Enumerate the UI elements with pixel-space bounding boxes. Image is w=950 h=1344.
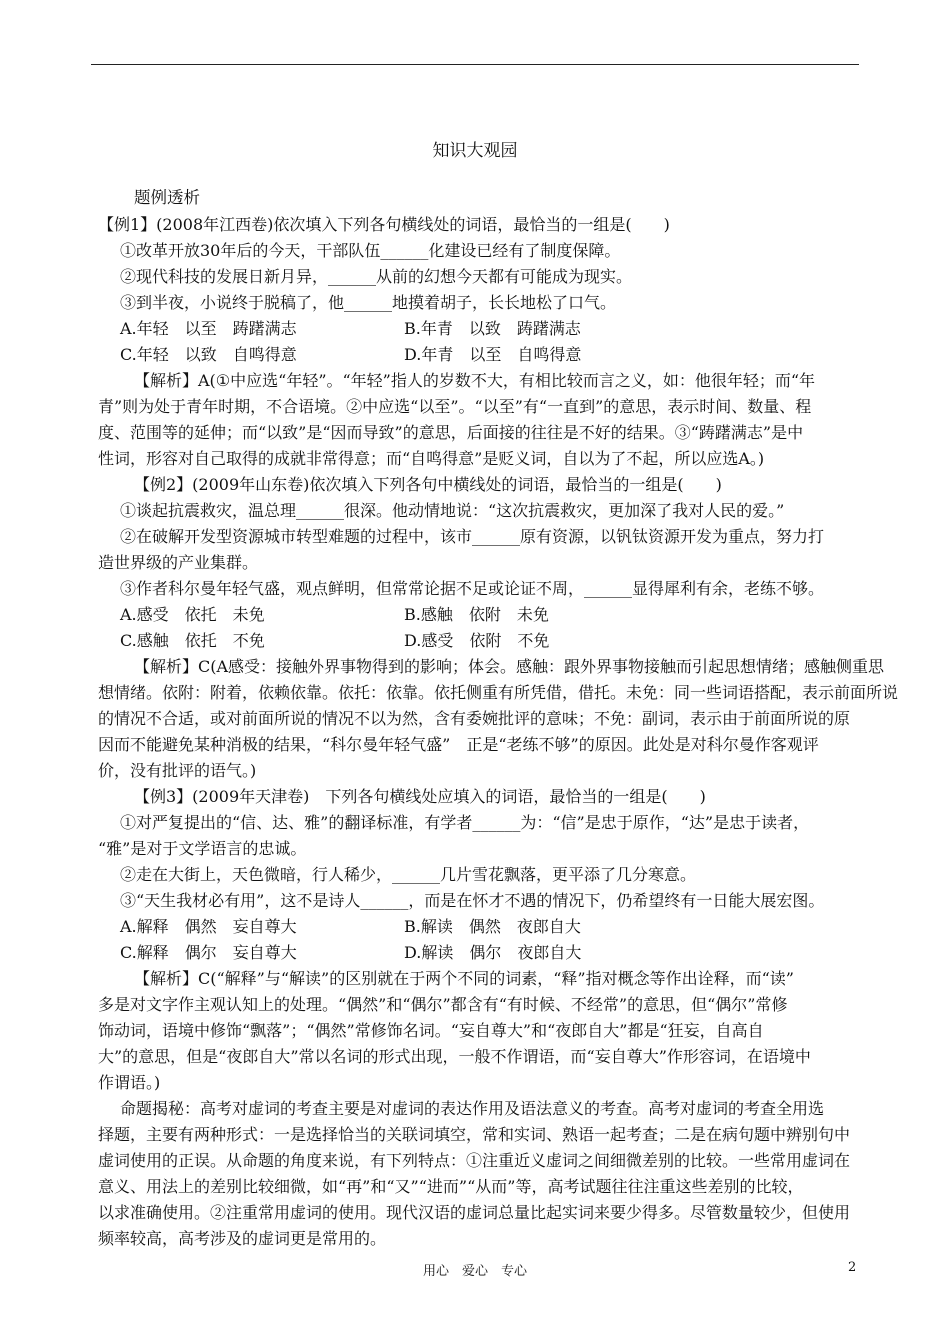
text-line: 意义、用法上的差别比较细微，如“再”和“又”“进而”“从而”等，高考试题往往注重这些差别的比较， xyxy=(98,1177,804,1196)
text-line: ①对严复提出的“信、达、雅”的翻译标准，有学者______为：“信”是忠于原作，“达”是忠于读者， xyxy=(120,813,810,832)
text-line: 频率较高，高考涉及的虚词更是常用的。 xyxy=(98,1229,387,1248)
option-left: C.年轻 以致 自鸣得意 xyxy=(120,345,297,364)
option-left: C.解释 偶尔 妄自尊大 xyxy=(120,943,297,962)
text-line: 青”则为处于青年时期，不合语境。②中应选“以至”。“以至”有“一直到”的意思，表示时间、数量、程 xyxy=(98,397,812,416)
option-left: A.年轻 以至 踌躇满志 xyxy=(120,319,297,338)
text-line: 价，没有批评的语气。) xyxy=(98,761,257,780)
option-right: D.年青 以至 自鸣得意 xyxy=(404,345,582,364)
text-line: 以求准确使用。②注重常用虚词的使用。现代汉语的虚词总量比起实词来要少得多。尽管数量较少，但使用 xyxy=(98,1203,851,1222)
answer-options xyxy=(120,316,865,342)
option-left: C.感触 依托 不免 xyxy=(120,631,265,650)
paragraph-lines xyxy=(98,212,899,1252)
option-left: A.解释 偶然 妄自尊大 xyxy=(120,917,297,936)
text-line: 【解析】C(A感受：接触外界事物得到的影响；体会。感触：跟外界事物接触而引起思想情绪；感触侧重思 xyxy=(134,657,885,676)
text-line: 因而不能避免某种消极的结果，“科尔曼年轻气盛” 正是“老练不够”的原因。此处是对科尔曼作客观评 xyxy=(98,735,819,754)
text-line: ③到半夜，小说终于脱稿了，他______地摸着胡子，长长地松了口气。 xyxy=(120,293,617,312)
document-body xyxy=(98,184,899,1252)
text-line: 命题揭秘：高考对虚词的考查主要是对虚词的表达作用及语法意义的考查。高考对虚词的考查全用选 xyxy=(120,1099,825,1118)
option-right: D.感受 依附 不免 xyxy=(404,631,550,650)
text-line: 择题，主要有两种形式：一是选择恰当的关联词填空，常和实词、熟语一起考查；二是在病句题中辨别句中 xyxy=(98,1125,851,1144)
text-line: 多是对文字作主观认知上的处理。“偶然”和“偶尔”都含有“有时候、不经常”的意思，但“偶尔”常修 xyxy=(98,995,788,1014)
page-number: 2 xyxy=(848,1260,857,1275)
answer-options xyxy=(120,914,865,940)
text-line: ②现代科技的发展日新月异，______从前的幻想今天都有可能成为现实。 xyxy=(120,267,633,286)
text-line: 虚词使用的正误。从命题的角度来说，有下列特点：①注重近义虚词之间细微差别的比较。一些常用虚词在 xyxy=(98,1151,851,1170)
text-line: 作谓语。) xyxy=(98,1073,161,1092)
text-line: 【例1】(2008年江西卷)依次填入下列各句横线处的词语，最恰当的一组是( ) xyxy=(98,215,670,234)
text-line: 【解析】A(①中应选“年轻”。“年轻”指人的岁数不大，有相比较而言之义，如：他很年轻；而“年 xyxy=(134,371,816,390)
text-line: ①谈起抗震救灾，温总理______很深。他动情地说：“这次抗震救灾，更加深了我对人民的爱。” xyxy=(120,501,785,520)
text-line: ③“天生我材必有用”，这不是诗人______，而是在怀才不遇的情况下，仍希望终有一日能大展宏图。 xyxy=(120,891,825,910)
option-right: B.年青 以致 踌躇满志 xyxy=(404,319,581,338)
answer-options xyxy=(120,940,865,966)
text-line: 度、范围等的延伸；而“以致”是“因而导致”的意思，后面接的往往是不好的结果。③“踌躇满志”是中 xyxy=(98,423,804,442)
text-line: 饰动词，语境中修饰“飘落”；“偶然”常修饰名词。“妄自尊大”和“夜郎自大”都是“狂妄，自高自 xyxy=(98,1021,764,1040)
text-line: 大”的意思，但是“夜郎自大”常以名词的形式出现，一般不作谓语，而“妄自尊大”作形容词，在语境中 xyxy=(98,1047,811,1066)
page-footer: 用心 爱心 专心 xyxy=(422,1264,527,1279)
answer-options xyxy=(120,602,865,628)
text-line: 【例3】(2009年天津卷) 下列各句横线处应填入的词语，最恰当的一组是( ) xyxy=(134,787,706,806)
header-rule xyxy=(91,64,859,65)
text-line: 【例2】(2009年山东卷)依次填入下列各句中横线处的词语，最恰当的一组是( ) xyxy=(134,475,722,494)
option-left: A.感受 依托 未免 xyxy=(120,605,265,624)
option-right: B.解读 偶然 夜郎自大 xyxy=(404,917,581,936)
page-title: 知识大观园 xyxy=(432,141,518,161)
text-line: ②走在大街上，天色微暗，行人稀少，______几片雪花飘落，更平添了几分寒意。 xyxy=(120,865,697,884)
answer-options xyxy=(120,628,865,654)
text-line: ①改革开放30年后的今天，干部队伍______化建设已经有了制度保障。 xyxy=(120,241,621,260)
text-line: ③作者科尔曼年轻气盛，观点鲜明，但常常论据不足或论证不周，______显得犀利有余，老练不够。 xyxy=(120,579,825,598)
section-heading: 题例透析 xyxy=(134,188,200,207)
text-line: 造世界级的产业集群。 xyxy=(98,553,259,572)
text-line: “雅”是对于文学语言的忠诚。 xyxy=(98,839,307,858)
option-right: D.解读 偶尔 夜郎自大 xyxy=(404,943,582,962)
text-line: 性词，形容对自己取得的成就非常得意；而“自鸣得意”是贬义词，自以为了不起，所以应选A。) xyxy=(98,449,765,468)
answer-options xyxy=(120,342,865,368)
text-line: 想情绪。依附：附着，依赖依靠。依托：依靠。依托侧重有所凭借，借托。未免：同一些词语搭配，表示前面所说 xyxy=(98,683,899,702)
text-line: 的情况不合适，或对前面所说的情况不以为然，含有委婉批评的意味；不免：副词，表示由于前面所说的原 xyxy=(98,709,851,728)
text-line: ②在破解开发型资源城市转型难题的过程中，该市______原有资源，以钒钛资源开发为重点，努力打 xyxy=(120,527,825,546)
text-line: 【解析】C(“解释”与“解读”的区别就在于两个不同的词素，“释”指对概念等作出诠释，而“读” xyxy=(134,969,794,988)
option-right: B.感触 依附 未免 xyxy=(404,605,549,624)
